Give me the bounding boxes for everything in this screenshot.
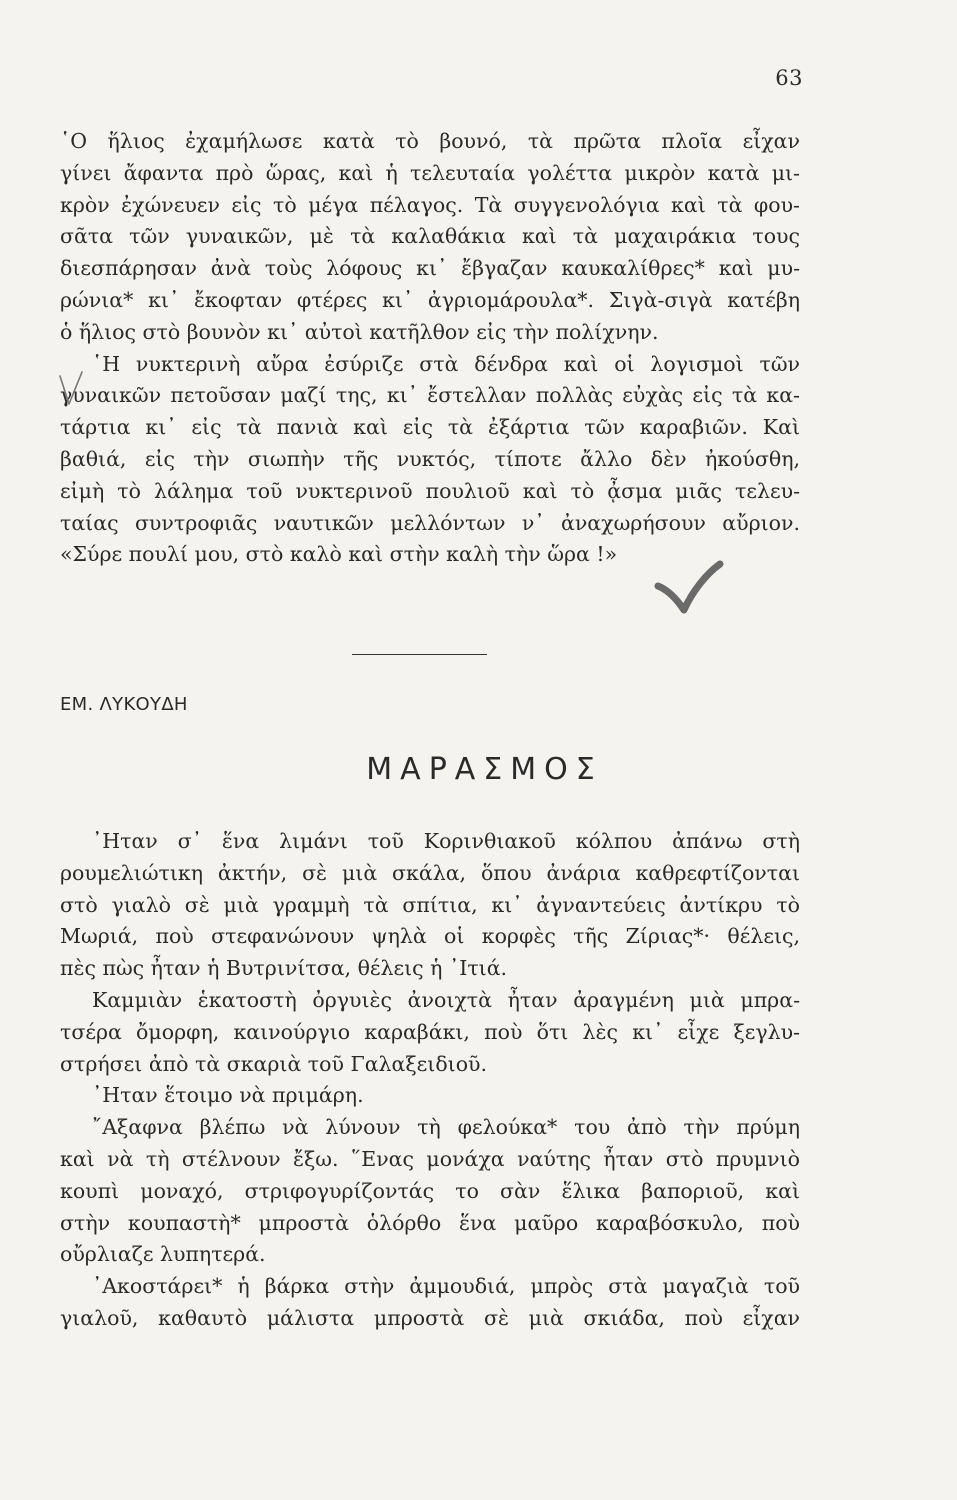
checkmark-icon bbox=[654, 560, 724, 620]
pencil-annotation-icon bbox=[56, 370, 86, 410]
text-line: γιαλοῦ, καθαυτὸ μάλιστα μπροστὰ σὲ μιὰ σκιάδα, ποὺ εἶχαν bbox=[60, 1305, 800, 1330]
story-body bbox=[60, 826, 800, 1335]
text-line: οὔρλιαζε λυπητερά. bbox=[60, 1242, 266, 1267]
text-line: «Σύρε πουλί μου, στὸ καλὸ καὶ στὴν καλὴ τὴν ὥρα !» bbox=[60, 542, 618, 567]
text-line: ᾽Ακοστάρει* ἡ βάρκα στὴν ἀμμουδιά, μπρὸς στὰ μαγαζιὰ τοῦ bbox=[92, 1274, 800, 1299]
text-line: ρουμελιώτικη ἀκτήν, σὲ μιὰ σκάλα, ὅπου ἀνάρια καθρεφτίζονται bbox=[60, 860, 800, 885]
text-line: στρήσει ἀπὸ τὰ σκαριὰ τοῦ Γαλαξειδιοῦ. bbox=[60, 1051, 488, 1076]
text-line: διεσπάρησαν ἀνὰ τοὺς λόφους κι᾽ ἔβγαζαν καυκαλίθρες* καὶ μυ- bbox=[60, 256, 800, 281]
text-line: τάρτια κι᾽ εἰς τὰ πανιὰ καὶ εἰς τὰ ἐξάρτια τῶν καραβιῶν. Καὶ bbox=[60, 415, 800, 440]
text-line: τσέρα ὄμορφη, καινούργιο καραβάκι, ποὺ ὅτι λὲς κι᾽ εἶχε ξεγλυ- bbox=[60, 1019, 800, 1044]
story-title: ΜΑΡΑΣΜΟΣ bbox=[366, 752, 603, 787]
text-line: κουπὶ μοναχό, στριφογυρίζοντάς το σὰν ἕλικα βαποριοῦ, καὶ bbox=[60, 1178, 800, 1203]
text-line: πὲς πὼς ἦταν ἡ Βυτρινίτσα, θέλεις ἡ ᾽Ιτιά. bbox=[60, 956, 508, 981]
text-line: ταίας συντροφιᾶς ναυτικῶν μελλόντων ν᾽ ἀναχωρήσουν αὔριον. bbox=[60, 510, 800, 535]
page-number: 63 bbox=[775, 66, 803, 90]
text-line: γυναικῶν πετοῦσαν μαζί της, κι᾽ ἔστελλαν πολλὰς εὐχὰς εἰς τὰ κα- bbox=[60, 383, 800, 408]
author-name: ΕΜ. ΛΥΚΟΥΔΗ bbox=[60, 694, 188, 715]
text-line: ῾Η νυκτερινὴ αὔρα ἐσύριζε στὰ δένδρα καὶ οἱ λογισμοὶ τῶν bbox=[92, 351, 800, 376]
text-line: ῎Αξαφνα βλέπω νὰ λύνουν τὴ φελούκα* του ἀπὸ τὴν πρύμη bbox=[92, 1115, 800, 1140]
text-line: στὴν κουπαστὴ* μπροστὰ ὁλόρθο ἕνα μαῦρο καραβόσκυλο, ποὺ bbox=[60, 1210, 800, 1235]
text-line: ᾽Ηταν σ᾽ ἕνα λιμάνι τοῦ Κορινθιακοῦ κόλπου ἀπάνω στὴ bbox=[92, 829, 800, 853]
text-line: ῾Ο ἥλιος ἐχαμήλωσε κατὰ τὸ βουνό, τὰ πρῶτα πλοῖα εἶχαν bbox=[60, 129, 800, 153]
text-line: Καμμιὰν ἑκατοστὴ ὀργυιὲς ἀνοιχτὰ ἦταν ἀραγμένη μιὰ μπρα- bbox=[92, 987, 800, 1012]
text-line: κρὸν ἐχώνευεν εἰς τὸ μέγα πέλαγος. Τὰ συγγενολόγια καὶ τὰ φου- bbox=[60, 192, 800, 217]
text-line: στὸ γιαλὸ σὲ μιὰ γραμμὴ τὰ σπίτια, κι᾽ ἀγναντεύεις ἀντίκρυ τὸ bbox=[60, 892, 800, 917]
text-line: καὶ νὰ τὴ στέλνουν ἔξω. ῞Ενας μονάχα ναύτης ἦταν στὸ πρυμνιὸ bbox=[60, 1146, 800, 1171]
text-line: Μωριά, ποὺ στεφανώνουν ψηλὰ οἱ κορφὲς τῆς Ζίριας*· θέλεις, bbox=[60, 924, 800, 949]
text-line: ὁ ἥλιος στὸ βουνὸν κι᾽ αὐτοὶ κατῆλθον εἰς τὴν πολίχνην. bbox=[60, 319, 659, 344]
section-divider bbox=[352, 654, 487, 655]
text-line: ᾽Ηταν ἕτοιμο νὰ πριμάρη. bbox=[92, 1083, 364, 1108]
text-line: γίνει ἄφαντα πρὸ ὥρας, καὶ ἡ τελευταία γολέττα μικρὸν κατὰ μι- bbox=[60, 160, 800, 185]
text-line: εἰμὴ τὸ λάλημα τοῦ νυκτερινοῦ πουλιοῦ καὶ τὸ ᾆσμα μιᾶς τελευ- bbox=[60, 478, 800, 503]
text-line: σᾶτα τῶν γυναικῶν, μὲ τὰ καλαθάκια καὶ τὰ μαχαιράκια τους bbox=[60, 224, 800, 249]
text-line: βαθιά, εἰς τὴν σιωπὴν τῆς νυκτός, τίποτε ἄλλο δὲν ἠκούσθη, bbox=[60, 446, 800, 471]
text-line: ρώνια* κι᾽ ἔκοφταν φτέρες κι᾽ ἀγριομάρουλα*. Σιγὰ-σιγὰ κατέβη bbox=[60, 287, 800, 312]
closing-passage bbox=[60, 126, 800, 571]
